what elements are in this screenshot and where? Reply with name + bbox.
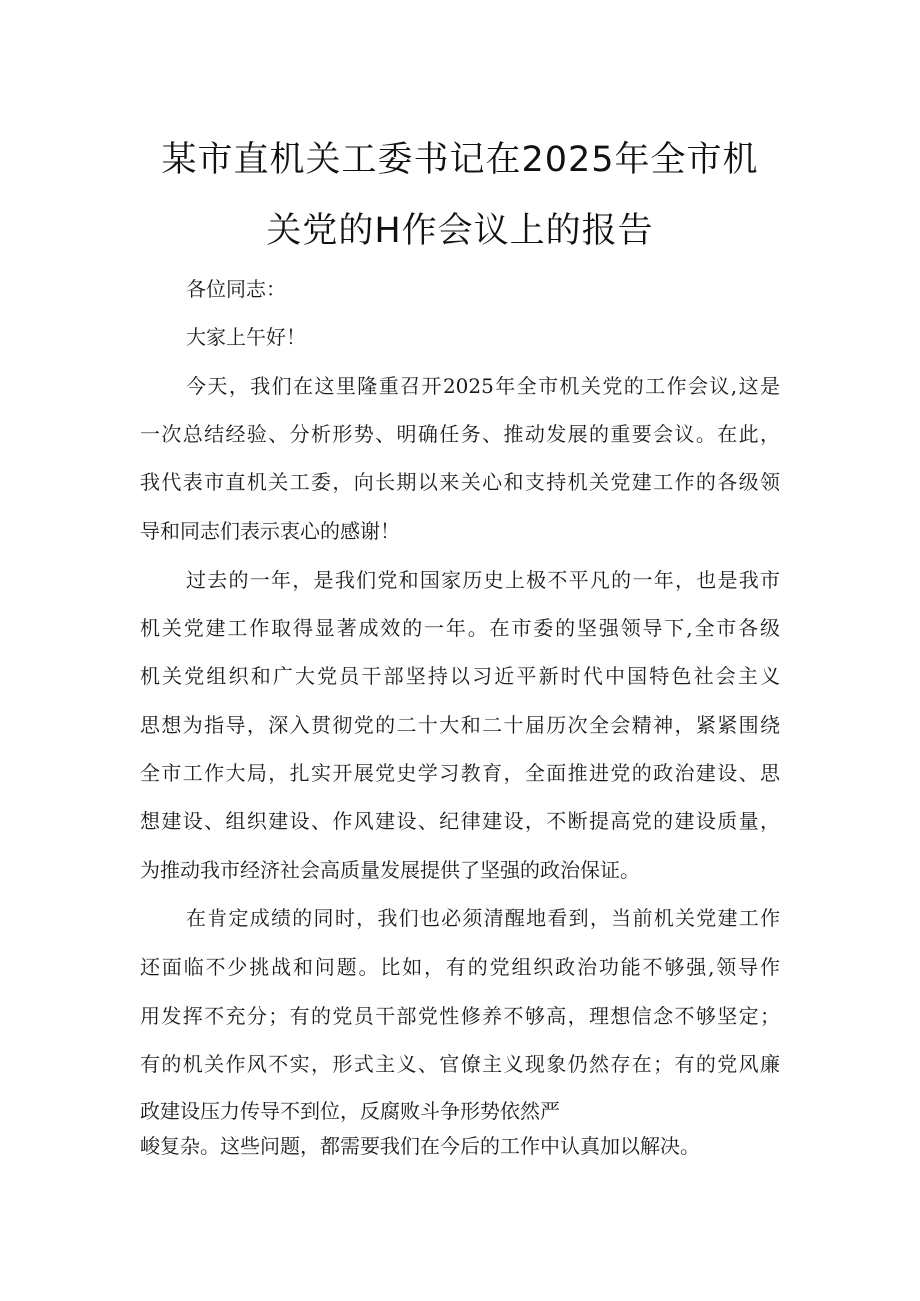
paragraph-2-line-4: 思想为指导，深入贯彻党的二十大和二十届历次全会精神，紧紧围绕 <box>140 713 780 737</box>
paragraph-3-line-3: 用发挥不充分；有的党员干部党性修养不够高，理想信念不够坚定； <box>140 1004 780 1028</box>
salutation: 各位同志： <box>186 277 286 301</box>
paragraph-2-line-1: 过去的一年，是我们党和国家历史上极不平凡的一年，也是我市 <box>186 568 780 592</box>
paragraph-2-line-7: 为推动我市经济社会高质量发展提供了坚强的政治保证。 <box>140 858 640 882</box>
paragraph-2-line-5: 全市工作大局，扎实开展党史学习教育，全面推进党的政治建设、思 <box>140 761 780 785</box>
paragraph-2-line-6: 想建设、组织建设、作风建设、纪律建设，不断提高党的建设质量， <box>140 809 780 833</box>
paragraph-3-line-5: 政建设压力传导不到位，反腐败斗争形势依然严 <box>140 1099 560 1123</box>
paragraph-1-line-2: 一次总结经验、分析形势、明确任务、推动发展的重要会议。在此， <box>140 422 780 446</box>
paragraph-1-line-1: 今天，我们在这里隆重召开2025年全市机关党的工作会议,这是 <box>186 374 780 398</box>
greeting: 大家上午好！ <box>186 325 306 349</box>
paragraph-2-line-2: 机关党建工作取得显著成效的一年。在市委的坚强领导下,全市各级 <box>140 616 780 640</box>
paragraph-2-line-3: 机关党组织和广大党员干部坚持以习近平新时代中国特色社会主义 <box>140 664 780 688</box>
paragraph-1-line-3: 我代表市直机关工委，向长期以来关心和支持机关党建工作的各级领 <box>140 470 780 494</box>
paragraph-1-line-4: 导和同志们表示衷心的感谢！ <box>140 519 400 543</box>
paragraph-3-line-6: 峻复杂。这些问题，都需要我们在今后的工作中认真加以解决。 <box>140 1134 700 1158</box>
paragraph-3-line-1: 在肯定成绩的同时，我们也必须清醒地看到，当前机关党建工作 <box>186 906 780 930</box>
paragraph-3-line-2: 还面临不少挑战和问题。比如，有的党组织政治功能不够强,领导作 <box>140 955 780 979</box>
paragraph-3-line-4: 有的机关作风不实，形式主义、官僚主义现象仍然存在；有的党风廉 <box>140 1052 780 1076</box>
document-title-line-1: 某市直机关工委书记在2025年全市机 <box>161 140 759 180</box>
document-title-line-2: 关党的H作会议上的报告 <box>266 211 654 251</box>
